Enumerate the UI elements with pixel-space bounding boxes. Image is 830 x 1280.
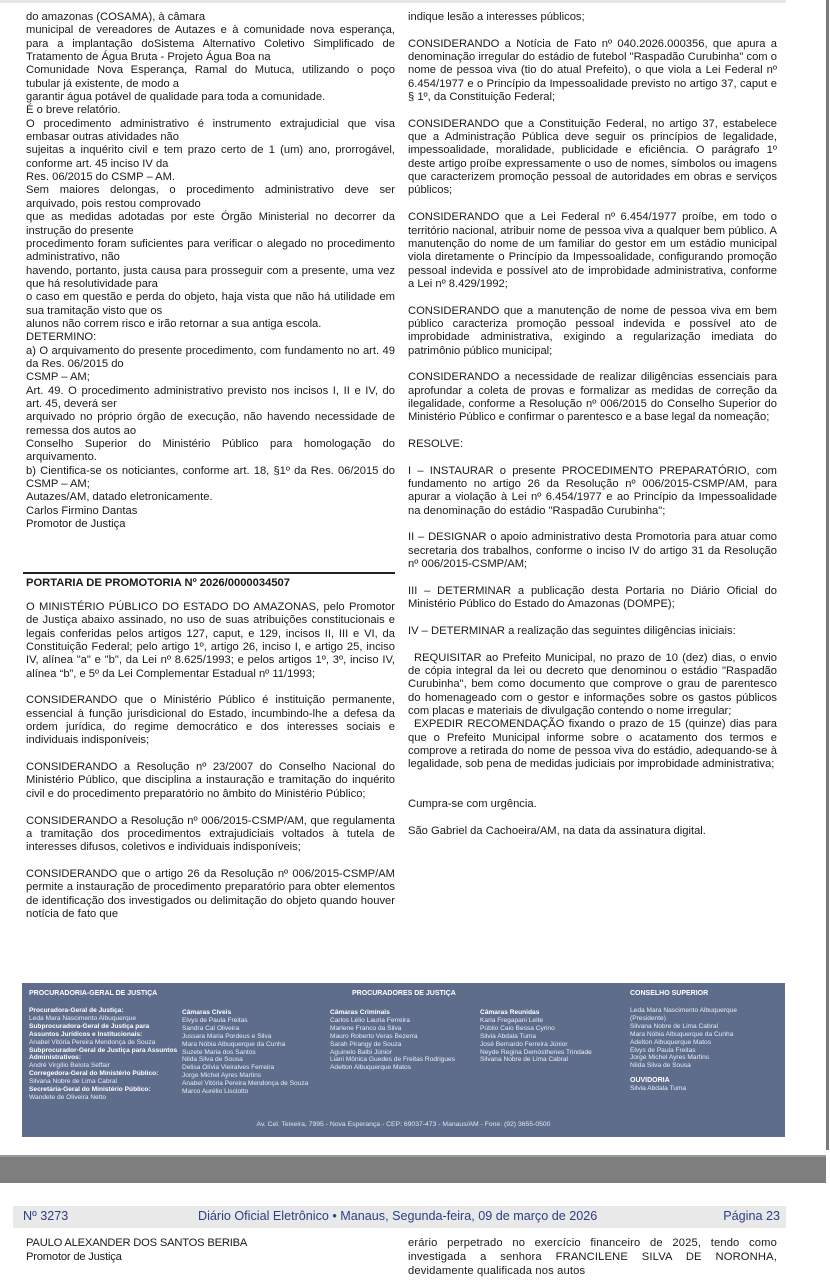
text-line: DETERMINO: xyxy=(26,331,97,344)
paragraph: erário perpetrado no exercício financeiro de 2025, tendo como investigada a senhora FRANCILENE SILVA DE NORONHA, devidamente qualificada nos autos xyxy=(408,1237,777,1277)
paragraph: CONSIDERANDO que o artigo 26 da Resolução nº 006/2015-CSMP/AM permite a instauração de procedimento preparatório para obter elementos de identificação dos investigados ou delimitação do objeto quando houver notícia de fato que xyxy=(26,867,395,920)
person-name: André Virgílio Belota Seffair xyxy=(29,1062,110,1070)
person-name: Carlos Lélio Lauria Ferreira xyxy=(330,1016,410,1024)
page-separator xyxy=(0,1155,826,1183)
text-line: CSMP – AM; xyxy=(26,371,90,384)
text-line: o caso em questão e perda do objeto, haja vista que não há utilidade em sua tramitação visto que os xyxy=(26,291,395,317)
top-edge xyxy=(0,0,786,3)
paragraph: CONSIDERANDO a Notícia de Fato nº 040.2026.000356, que apura a denominação irregular do estádio de futebol "Raspadão Curubinha" com o nome de pessoa viva (tio do atual Prefeito), o que viola a Lei Federal nº 6.454/1977 e o Princípio da Impessoalidade previsto no artigo 37, caput e § 1º, da Constituição Federal; xyxy=(408,37,777,104)
person-name: Marco Aurélio Lisciotto xyxy=(182,1088,249,1096)
person-name: Silvana Nobre de Lima Cabral xyxy=(480,1056,568,1064)
ouvidoria-heading: OUVIDORIA xyxy=(630,1077,670,1085)
paragraph: CONSIDERANDO a Resolução nº 23/2007 do Conselho Nacional do Ministério Público, que disciplina a instauração e tramitação do inquérito civil e do procedimento preparatório no âmbito do Ministério Público; xyxy=(26,761,395,800)
person-name: Adelton Albuquerque Matos xyxy=(630,1038,712,1046)
role-label: Secretária-Geral do Ministério Público: xyxy=(29,1086,151,1094)
text-line: Autazes/AM, datado eletronicamente. xyxy=(26,491,213,504)
text-line: garantir água potável de qualidade para toda a comunidade. xyxy=(26,91,326,104)
signature-name: PAULO ALEXANDER DOS SANTOS BERIBA xyxy=(26,1237,248,1249)
procuradores-heading: PROCURADORES DE JUSTIÇA xyxy=(352,990,456,997)
text-line: procedimento foram suficientes para verificar o alegado no procedimento administrativo, não xyxy=(26,237,395,264)
person-name: Karla Fregapani Leite xyxy=(480,1016,544,1024)
portaria-title: PORTARIA DE PROMOTORIA Nº 2026/0000034507 xyxy=(26,577,290,589)
paragraph: O MINISTÉRIO PÚBLICO DO ESTADO DO AMAZONAS, pelo Promotor de Justiça abaixo assinado, no uso de suas atribuições constitucionais e legais conferidas pelos artigos 127, caput, e 129, incisos II, III e VI, da Constituição Federal; pelo artigo 1º, artigo 26, inciso I, e artigo 25, inciso IV, alínea "a" e "b", da Lei nº 8.625/1993; e pelos artigos 1º, 3º, inciso IV, alínea “b”, e 5º da Lei Complementar Estadual nº 11/1993; xyxy=(26,601,395,680)
person-name: Neyde Regina Demósthenes Trindade xyxy=(480,1048,592,1056)
person-name: Mara Nóbia Albuquerque da Cunha xyxy=(630,1030,734,1038)
page-number: Página 23 xyxy=(723,1209,780,1223)
address-line: Av. Cel. Teixeira, 7995 - Nova Esperança - CEP: 69037-473 - Manaus/AM - Fone: (92) 3655-0500 xyxy=(256,1121,551,1128)
camaras-civeis xyxy=(182,1009,332,1096)
institution-footer-panel xyxy=(22,983,785,1137)
person-name: Leda Mara Nascimento Albuquerque xyxy=(29,1014,137,1022)
person-name: Sarah Pirangy de Souza xyxy=(330,1040,402,1048)
person-name: Silvia Abdala Tuma xyxy=(630,1085,687,1093)
person-name: Aguinelo Balbi Júnior xyxy=(330,1048,392,1056)
resolution-item: II – DESIGNAR o apoio administrativo desta Promotoria para atuar como secretaria dos trabalhos, conforme o inciso IV do artigo 31 da Resolução nº 006/2015-CSMP/AM; xyxy=(408,531,777,571)
page-header xyxy=(13,1206,786,1228)
person-name: Silvana Nobre de Lima Cabral xyxy=(630,1022,718,1030)
text-line: Sem maiores delongas, o procedimento administrativo deve ser arquivado, pois restou comprovado xyxy=(26,184,395,210)
person-name: (Presidente) xyxy=(630,1014,666,1022)
person-name: Nilda Silva de Sousa xyxy=(182,1056,243,1064)
paragraph: CONSIDERANDO que o Ministério Público é instituição permanente, essencial à função jurisdicional do Estado, incumbindo-lhe a defesa da ordem jurídica, do regime democrático e dos interesses sociais e individuais indisponíveis; xyxy=(26,694,395,747)
pgj-heading: PROCURADORIA-GERAL DE JUSTIÇA xyxy=(29,990,158,997)
person-name: Silvana Nobre de Lima Cabral xyxy=(29,1078,117,1086)
text-line: municipal de vereadores de Autazes e à comunidade nova esperança, para a implantação doSistema Alternativo Coletivo Simplificado de Tratamento de Água Bruta - Projeto Água Boa na xyxy=(26,24,395,64)
text-line: havendo, portanto, justa causa para prosseguir com a presente, uma vez que há resolutividade para xyxy=(26,264,395,290)
paragraph: CONSIDERANDO que a Lei Federal nº 6.454/1977 proíbe, em todo o território nacional, atribuir nome de pessoa viva a qualquer bem público. A manutenção do nome de um familiar do gestor em um estádio municipal viola diretamente o Princípio da Impessoalidade, configurando promoção pessoal indevida e possível ato de improbidade administrativa, conforme a Lei nº 8.429/1992; xyxy=(408,211,777,290)
text-line: Art. 49. O procedimento administrativo previsto nos incisos I, II e IV, do art. 45, deverá ser xyxy=(26,384,395,410)
role-label: Subprocurador-Geral de Justiça para Assuntos Administrativos: xyxy=(29,1046,178,1062)
person-name: José Bernardo Ferreira Júnior xyxy=(480,1040,568,1048)
portaria-body-left xyxy=(26,601,395,921)
camaras-reunidas xyxy=(480,1009,620,1064)
diligencia-item: REQUISITAR ao Prefeito Municipal, no prazo de 10 (dez) dias, o envio de cópia integral da lei ou decreto que denominou o estádio "Raspadão Curubinha", bem como documento que comprove o grau de parentesco do homenageado com o gestor e informações sobre os gastos públicos com placas e materiais de divulgação contendo o nome irregular; xyxy=(408,651,777,717)
signature-role: Promotor de Justiça xyxy=(26,1251,122,1263)
conselho-heading: CONSELHO SUPERIOR xyxy=(630,990,709,997)
role-label: Corregedora-Geral do Ministério Público: xyxy=(29,1070,159,1078)
group-title: Câmaras Cíveis xyxy=(182,1009,232,1016)
person-name: Leda Mara Nascimento Albuquerque xyxy=(630,1007,738,1014)
left-column-text xyxy=(26,11,395,531)
person-name: Adelton Albuquerque Matos xyxy=(330,1064,412,1072)
person-name: Wandete de Oliveira Netto xyxy=(29,1093,107,1101)
diligencia-item: EXPEDIR RECOMENDAÇÃO fixando o prazo de 15 (quinze) dias para que o Prefeito Municipal informe sobre o acatamento dos termos e comprove a retirada do nome de pessoa viva do estádio, adequando-se à legalidade, sob pena de medidas judiciais por improbidade administrativa; xyxy=(408,718,777,771)
person-name: Públio Caio Bessa Cyrino xyxy=(480,1024,555,1032)
paragraph: CONSIDERANDO que a Constituição Federal, no artigo 37, estabelece que a Administração Pública deve seguir os princípios de legalidade, impessoalidade, moralidade, publicidade e eficiência. O parágrafo 1º deste artigo proíbe expressamente o uso de nomes, símbolos ou imagens que caracterizem promoção pessoal de autoridades em obras e serviços públicos; xyxy=(408,117,777,197)
text-line: a) O arquivamento do presente procedimento, com fundamento no art. 49 da Res. 06/2015 do xyxy=(26,344,395,370)
camaras-criminais xyxy=(330,1009,480,1072)
text-line: Conselho Superior do Ministério Público para homologação do arquivamento. xyxy=(26,438,395,464)
person-name: Mauro Roberto Veras Bezerra xyxy=(330,1032,418,1040)
paragraph: indique lesão a interesses públicos; xyxy=(408,11,585,23)
person-name: Suzete Maria dos Santos xyxy=(182,1048,256,1056)
group-title: Câmaras Reunidas xyxy=(480,1009,540,1016)
signature-role: Promotor de Justiça xyxy=(26,518,126,531)
person-name: Elvys de Paula Freitas xyxy=(630,1046,696,1054)
person-name: Jorge Michel Ayres Martins xyxy=(630,1054,710,1062)
signature-name: Carlos Firmino Dantas xyxy=(26,504,138,517)
paragraph: CONSIDERANDO a necessidade de realizar diligências essenciais para aprofundar a coleta de provas e formalizar as medidas de correção da ilegalidade, conforme a Resolução nº 006/2015 do Conselho Superior do Ministério Público e confirmar o parentesco e a base legal da nomeação; xyxy=(408,371,777,424)
closing-text: Cumpra-se com urgência. xyxy=(408,798,537,811)
text-line: arquivado no próprio órgão de execução, não havendo necessidade de remessa dos autos ao xyxy=(26,411,395,437)
paragraph: CONSIDERANDO a Resolução nº 006/2015-CSMP/AM, que regulamenta a tramitação dos procedimentos extrajudiciais voltados à tutela de interesses difusos, coletivos e individuais indisponíveis; xyxy=(26,814,395,854)
person-name: Elvys de Paula Freitas xyxy=(182,1016,248,1024)
portaria-body-right xyxy=(408,11,777,838)
text-line: b) Cientifica-se os noticiantes, conforme art. 18, §1º da Res. 06/2015 do CSMP – AM; xyxy=(26,464,395,491)
person-name: Mara Nóbia Albuquerque da Cunha xyxy=(182,1040,286,1048)
text-line: do amazonas (COSAMA), à câmara xyxy=(26,11,206,23)
person-name: Liani Mônica Guedes de Freitas Rodrigues xyxy=(330,1056,455,1064)
resolution-item: I – INSTAURAR o presente PROCEDIMENTO PREPARATÓRIO, com fundamento no artigo 26 da Resolução nº 006/2015-CSMP/AM, para apurar a violação à Lei nº 6.454/1977 e ao Princípio da Impessoalidade na denominação do estádio "Raspadão Curubinha"; xyxy=(408,464,777,517)
person-name: Jorge Michel Ayres Martins xyxy=(182,1072,262,1080)
pgj-list xyxy=(29,1007,179,1102)
resolve-heading: RESOLVE: xyxy=(408,438,464,450)
conselho-list xyxy=(630,1007,780,1093)
person-name: Anabel Vitória Pereira Mendonça de Souza xyxy=(182,1080,309,1088)
resolution-item: III – DETERMINAR a publicação desta Portaria no Diário Oficial do Ministério Público do Estado do Amazonas (DOMPE); xyxy=(408,584,777,611)
person-name: Marlene Franco da Silva xyxy=(330,1024,402,1032)
scrollbar[interactable] xyxy=(826,0,830,1280)
text-line: alunos não correm risco e irão retornar a sua antiga escola. xyxy=(26,317,322,330)
section-divider xyxy=(23,572,395,574)
person-name: Anabel Vitória Pereira Mendonça de Souza xyxy=(29,1038,156,1046)
next-page-left xyxy=(26,1236,247,1264)
person-name: Sandra Cal Oliveira xyxy=(182,1024,240,1032)
role-label: Subprocuradora-Geral de Justiça para Assuntos Jurídicos e Institucionais: xyxy=(29,1022,150,1038)
journal-title: Diário Oficial Eletrônico • Manaus, Segunda-feira, 09 de março de 2026 xyxy=(198,1209,598,1223)
person-name: Silvia Abdala Tuma xyxy=(480,1032,537,1040)
text-line: que as medidas adotadas por este Órgão Ministerial no decorrer da instrução do presente xyxy=(26,211,395,237)
group-title: Câmaras Criminais xyxy=(330,1009,390,1016)
role-label: Procuradora-Geral de Justiça: xyxy=(29,1007,124,1014)
text-line: O procedimento administrativo é instrumento extrajudicial que visa embasar outras atividades não xyxy=(26,117,395,144)
person-name: Jussara Maria Pordeus e Silva xyxy=(182,1032,272,1040)
place-date: São Gabriel da Cachoeira/AM, na data da assinatura digital. xyxy=(408,824,706,837)
text-line: sujeitas a inquérito civil e tem prazo certo de 1 (um) ano, prorrogável, conforme art. 45 inciso IV da xyxy=(26,144,395,170)
next-page-right xyxy=(408,1236,777,1278)
person-name: Delisa Olívia Vieiralves Ferreira xyxy=(182,1064,275,1072)
resolution-item: IV – DETERMINAR a realização das seguintes diligências iniciais: xyxy=(408,624,736,637)
text-line: Comunidade Nova Esperança, Ramal do Mutuca, utilizando o poço tubular já existente, de modo a xyxy=(26,64,395,90)
edition-number: Nº 3273 xyxy=(23,1209,69,1223)
paragraph: CONSIDERANDO que a manutenção de nome de pessoa viva em bem público caracteriza promoção pessoal indevida e possível ato de improbidade administrativa, exigindo a regularização imediata do patrimônio público municipal; xyxy=(408,304,777,357)
person-name: Nilda Silva de Sousa xyxy=(630,1062,691,1070)
text-line: É o breve relatório. xyxy=(26,104,121,117)
scrollbar-thumb[interactable] xyxy=(826,0,829,1150)
text-line: Res. 06/2015 do CSMP – AM. xyxy=(26,171,176,184)
